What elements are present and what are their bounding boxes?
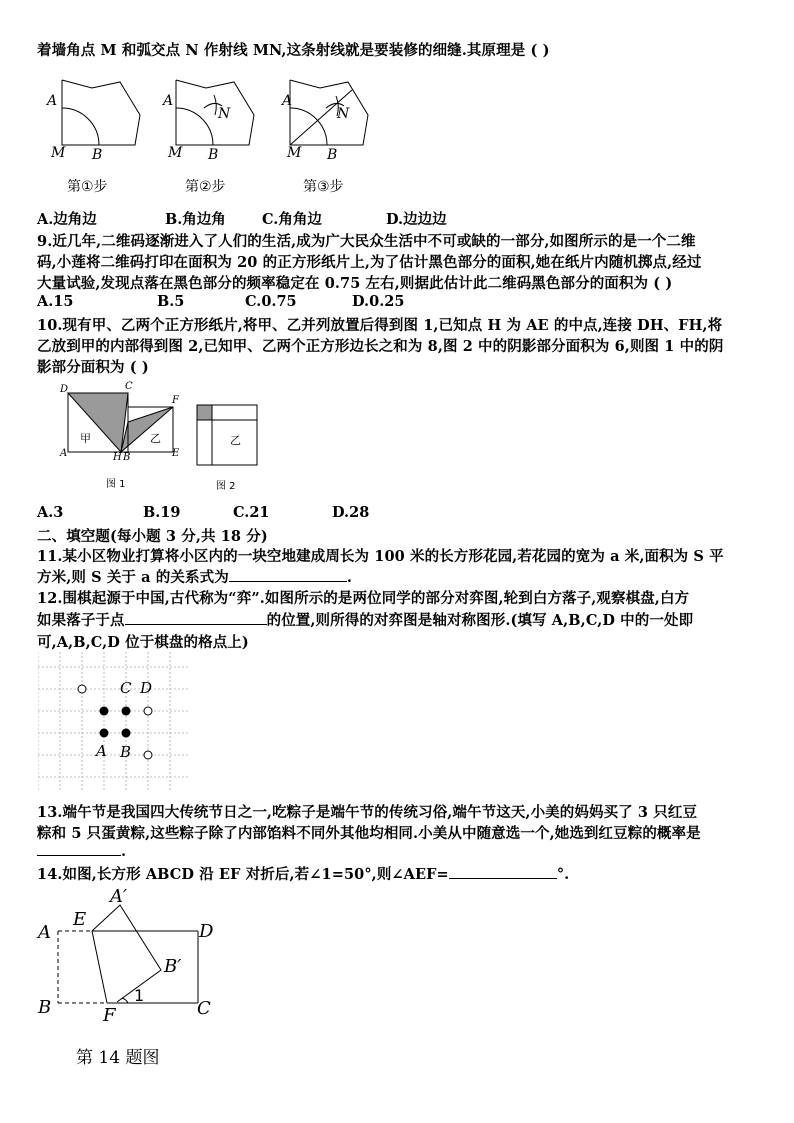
q8-label-m2: M — [168, 145, 183, 161]
q10-fig1-label-jia: 甲 — [80, 432, 91, 445]
q8-label-b2: B — [208, 147, 219, 163]
q9-line-2: 码,小莲将二维码打印在面积为 20 的正方形纸片上,为了估计黑色部分的面积,她在纸片内随机掷点,经过 — [37, 254, 702, 271]
q12-line-2-text-a: 如果落子于点 — [37, 612, 125, 629]
q12-line-2-text-b: 的位置,则所得的对弈图是轴对称图形.(填写 A,B,C,D 中的一处即 — [266, 612, 694, 629]
q14-label-f: F — [103, 1005, 116, 1026]
q14-label-angle-1: 1 — [134, 986, 145, 1005]
q11-line-2-text: 方米,则 S 关于 a 的关系式为 — [37, 569, 229, 586]
q8-step3-figure — [290, 80, 368, 145]
q14-label-a: A — [38, 922, 51, 943]
q8-option-d: D.边边边 — [386, 211, 447, 228]
q11-line-1: 11.某小区物业打算将小区内的一块空地建成周长为 100 米的长方形花园,若花园的宽为 a 米,面积为 S 平 — [37, 548, 724, 565]
q10-fig1-caption: 图 1 — [106, 479, 126, 490]
q12-board-label-a: A — [96, 742, 107, 760]
q14-line-text-b: °. — [556, 866, 570, 883]
q14-answer-blank[interactable] — [449, 866, 557, 879]
q12-line-2 — [37, 609, 693, 630]
q10-fig2-caption: 图 2 — [216, 481, 236, 492]
q9-line-3: 大量试验,发现点落在黑色部分的频率稳定在 0.75 左右,则据此估计此二维码黑色部分的面积为 ( ) — [37, 275, 673, 292]
q12-line-3: 可,A,B,C,D 位于棋盘的格点上) — [37, 634, 249, 651]
q8-label-m1: M — [51, 145, 66, 161]
q8-label-a3: A — [282, 93, 293, 109]
q10-figure-2 — [196, 404, 260, 468]
q14-folded-part — [92, 905, 161, 1003]
q9-line-1: 9.近几年,二维码逐渐进入了人们的生活,成为广大民众生活中不可或缺的一部分,如图所示的是一个二维 — [37, 233, 696, 250]
q10-option-d: D.28 — [332, 504, 370, 521]
q14-caption: 第 14 题图 — [76, 1048, 160, 1068]
q9-option-a: A.15 — [37, 293, 74, 310]
q14-line — [37, 863, 569, 884]
q14-line-text-a: 14.如图,长方形 ABCD 沿 EF 对折后,若∠1=50°,则∠AEF= — [37, 866, 449, 883]
q14-label-d: D — [199, 921, 214, 942]
q10-option-c: C.21 — [233, 504, 270, 521]
q14-label-c: C — [197, 998, 211, 1019]
q13-line-2: 粽和 5 只蛋黄粽,这些粽子除了内部馅料不同外其他均相同.小美从中随意选一个,她选到红豆粽的概率是 — [37, 825, 701, 842]
q8-label-a2: A — [163, 93, 174, 109]
q8-step2-caption: 第②步 — [185, 179, 226, 195]
q8-option-a: A.边角边 — [37, 211, 97, 228]
q8-label-b1: B — [92, 147, 103, 163]
q11-answer-blank[interactable] — [229, 569, 347, 582]
q12-answer-blank[interactable] — [125, 612, 267, 625]
q10-figure-1 — [60, 385, 180, 460]
q10-line-1: 10.现有甲、乙两个正方形纸片,将甲、乙并列放置后得到图 1,已知点 H 为 AE 的中点,连接 DH、FH,将 — [37, 317, 723, 334]
q10-fig1-label-yi: 乙 — [150, 432, 161, 445]
q14-angle-1-arc — [122, 998, 128, 1003]
q13-line-3 — [37, 843, 126, 860]
q12-line-1: 12.围棋起源于中国,古代称为“弈”.如图所示的是两位同学的部分对弈图,轮到白方落子,观察棋盘,白方 — [37, 590, 690, 607]
q8-label-m3: M — [287, 145, 302, 161]
q12-board-label-c: C — [120, 679, 132, 697]
q8-step1-figure — [62, 80, 140, 145]
q14-figure — [40, 885, 220, 1025]
q8-step-figures — [40, 70, 370, 170]
q8-label-n3: N — [337, 106, 350, 122]
q8-label-a1: A — [47, 93, 58, 109]
q8-label-b3: B — [327, 147, 338, 163]
q9-option-b: B.5 — [157, 293, 185, 310]
q9-option-c: C.0.75 — [245, 293, 297, 310]
q8-label-n2: N — [218, 106, 231, 122]
q8-step1-caption: 第①步 — [67, 179, 108, 195]
q12-board-label-b: B — [120, 743, 132, 761]
q10-option-b: B.19 — [143, 504, 181, 521]
q13-answer-blank[interactable] — [37, 843, 121, 856]
q10-fig1-label-b: B — [123, 452, 131, 463]
q8-step2-figure — [176, 80, 254, 145]
q8-option-b: B.角边角 — [165, 211, 226, 228]
q13-line-1: 13.端午节是我国四大传统节日之一,吃粽子是端午节的传统习俗,端午节这天,小美的妈妈买了 3 只红豆 — [37, 804, 698, 821]
section-2-heading: 二、填空题(每小题 3 分,共 18 分) — [37, 528, 268, 545]
q10-fig1-label-a: A — [60, 448, 68, 459]
q14-rectangle — [92, 931, 198, 1003]
q12-go-board — [38, 652, 188, 792]
q10-fig1-label-d: D — [60, 384, 69, 395]
q8-option-c: C.角角边 — [262, 211, 322, 228]
q14-label-b: B — [38, 997, 52, 1018]
q10-line-2: 乙放到甲的内部得到图 2,已知甲、乙两个正方形边长之和为 8,图 2 中的阴影部分面积为 6,则图 1 中的阴 — [37, 338, 724, 355]
q14-label-e: E — [73, 909, 87, 930]
q8-stem-tail: 着墙角点 M 和弧交点 N 作射线 MN,这条射线就是要装修的细缝.其原理是 ( ) — [37, 42, 550, 59]
q12-board-label-d: D — [140, 679, 153, 697]
q10-fig1-label-f: F — [172, 395, 179, 406]
q13-line-3-end: . — [121, 843, 127, 860]
q10-fig2-label-yi: 乙 — [230, 434, 241, 447]
q14-label-a-prime: A′ — [110, 886, 128, 907]
q10-line-3: 影部分面积为 ( ) — [37, 359, 149, 376]
q9-option-d: D.0.25 — [352, 293, 405, 310]
q10-option-a: A.3 — [37, 504, 64, 521]
q10-fig1-label-e: E — [172, 448, 180, 459]
q10-fig1-label-c: C — [125, 381, 133, 392]
q11-line-2 — [37, 566, 352, 587]
q8-step3-caption: 第③步 — [303, 179, 344, 195]
q10-fig1-label-h: H — [113, 452, 122, 463]
q14-label-b-prime: B′ — [164, 956, 182, 977]
q11-line-2-end: . — [346, 569, 352, 586]
